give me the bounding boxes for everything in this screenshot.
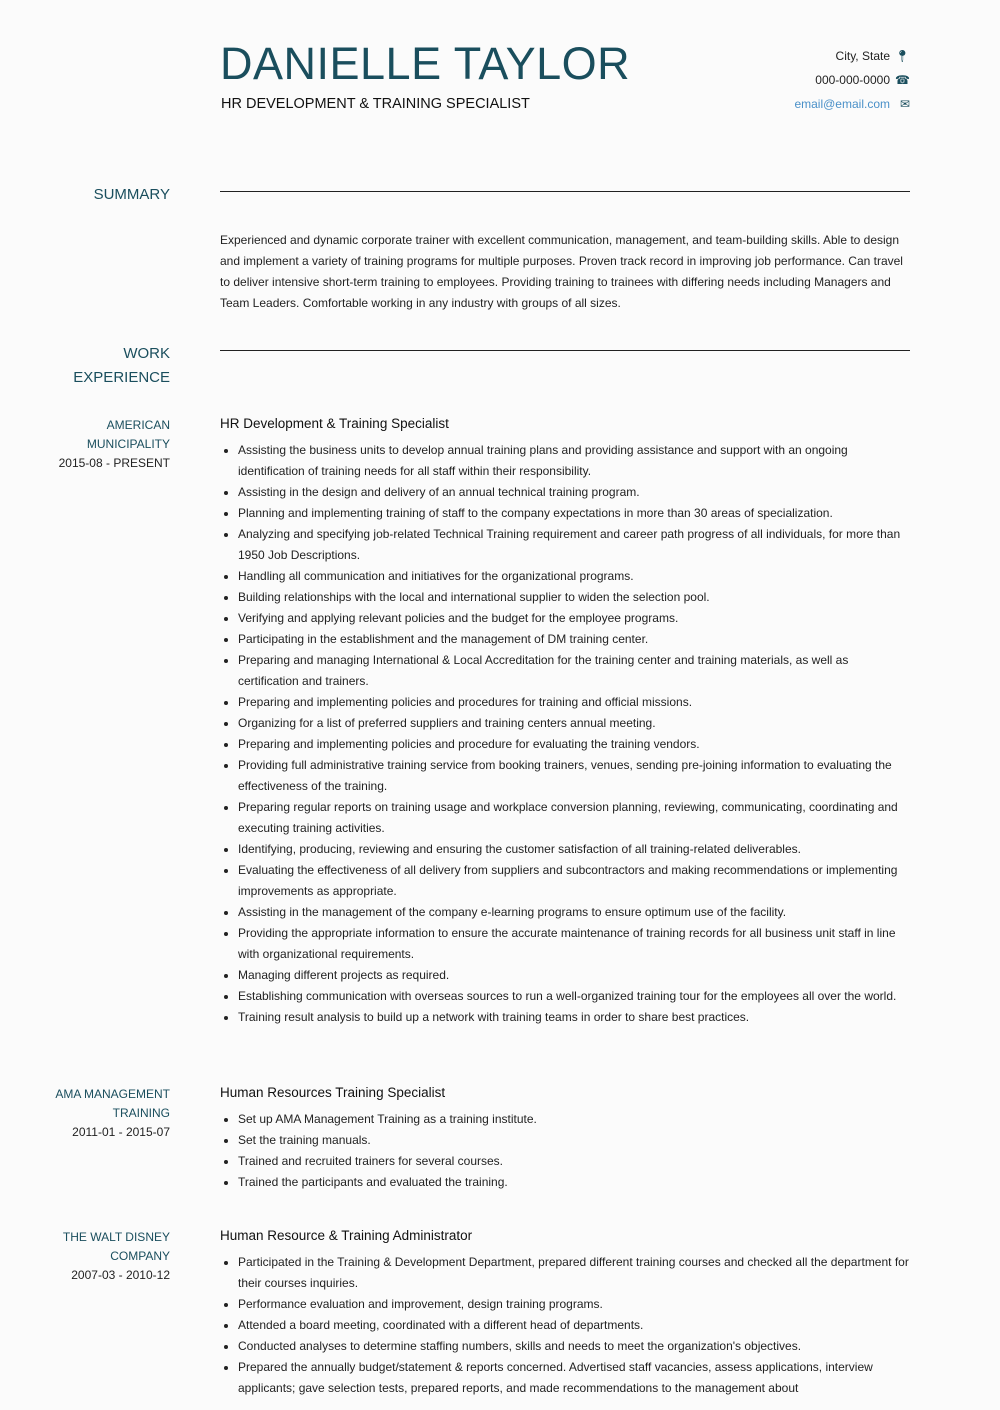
list-item: • Verifying and applying relevant policies and the budget for the employee programs.: [238, 608, 910, 629]
company-name: [10, 1085, 170, 1123]
list-item: • Assisting in the design and delivery of an annual technical training program.: [238, 482, 910, 503]
email-link[interactable]: email@email.com: [794, 97, 890, 111]
list-item: • Evaluating the effectiveness of all delivery from suppliers and subcontractors and making recommendations or implementing improvements as appropriate.: [238, 860, 910, 902]
list-item: • Providing the appropriate information to ensure the accurate maintenance of training records for all business unit staff in line with organizational requirements.: [238, 923, 910, 965]
contact-info: [794, 44, 910, 116]
job-dates: 2015-08 - PRESENT: [58, 456, 170, 470]
phone-icon: ☎︎: [895, 73, 910, 87]
company-name: [10, 416, 170, 454]
list-item: • Establishing communication with overseas sources to run a well-organized training tour for the employees all over the world.: [238, 986, 910, 1007]
job-dates: 2007-03 - 2010-12: [71, 1268, 170, 1282]
list-item: • Managing different projects as required.: [238, 965, 910, 986]
company-name: [10, 1228, 170, 1266]
responsibility-list: [220, 1109, 910, 1193]
experience-heading-line1: WORK: [123, 345, 170, 362]
company-line2: MUNICIPALITY: [86, 437, 170, 451]
envelope-icon: ✉︎: [899, 97, 910, 111]
candidate-name: DANIELLE TAYLOR: [220, 38, 631, 89]
summary-heading: SUMMARY: [93, 186, 170, 203]
email-row: [794, 92, 910, 116]
list-item: • Attended a board meeting, coordinated with a different head of departments.: [238, 1315, 910, 1336]
position-title: Human Resource & Training Administrator: [220, 1228, 473, 1243]
list-item: • Preparing and implementing policies and procedures for training and official missions.: [238, 692, 910, 713]
experience-heading: [30, 342, 170, 390]
map-pin-icon: 📍︎: [894, 49, 910, 63]
list-item: • Organizing for a list of preferred suppliers and training centers annual meeting.: [238, 713, 910, 734]
list-item: • Handling all communication and initiatives for the organizational programs.: [238, 566, 910, 587]
list-item: • Preparing and managing International & Local Accreditation for the training center and training materials, as well as certification and trainers.: [238, 650, 910, 692]
summary-text: Experienced and dynamic corporate trainer with excellent communication, management, and team-building skills. Able to design and implement a variety of training programs for multiple purposes. Proven track record in improving job performance. Can travel to deliver intensive short-term training to employees. Providing training to trainees with differing needs including Managers and Team Leaders. Comfortable working in any industry with groups of all sizes.: [220, 233, 903, 310]
summary-divider: [220, 191, 910, 192]
position-title: Human Resources Training Specialist: [220, 1085, 446, 1100]
list-item: • Preparing regular reports on training usage and workplace conversion planning, reviewing, communicating, coordinating and executing training activities.: [238, 797, 910, 839]
list-item: • Prepared the annually budget/statement & reports concerned. Advertised staff vacancies, assess applications, interview applicants; gave selection tests, prepared reports, and made recommendations to the management about: [238, 1357, 910, 1399]
list-item: • Participating in the establishment and the management of DM training center.: [238, 629, 910, 650]
job-meta: [10, 1228, 170, 1285]
location-text: City, State: [835, 49, 890, 63]
list-item: • Identifying, producing, reviewing and ensuring the customer satisfaction of all training-related deliverables.: [238, 839, 910, 860]
responsibility-list: [220, 440, 910, 1028]
experience-divider: [220, 350, 910, 351]
list-item: • Trained and recruited trainers for several courses.: [238, 1151, 910, 1172]
list-item: • Building relationships with the local and international supplier to widen the selection pool.: [238, 587, 910, 608]
company-line1: AMERICAN: [106, 418, 170, 432]
list-item: • Assisting the business units to develop annual training plans and providing assistance and support with an ongoing identification of training needs for all staff within their responsibility.: [238, 440, 910, 482]
job-dates: 2011-01 - 2015-07: [72, 1125, 170, 1139]
list-item: • Assisting in the management of the company e-learning programs to ensure optimum use of the facility.: [238, 902, 910, 923]
position-title: HR Development & Training Specialist: [220, 416, 449, 431]
list-item: • Set up AMA Management Training as a training institute.: [238, 1109, 910, 1130]
list-item: • Trained the participants and evaluated the training.: [238, 1172, 910, 1193]
company-line2: COMPANY: [110, 1249, 170, 1263]
company-line1: AMA MANAGEMENT: [55, 1087, 170, 1101]
location-row: [794, 44, 910, 68]
list-item: • Performance evaluation and improvement, design training programs.: [238, 1294, 910, 1315]
job-meta: [10, 416, 170, 473]
responsibility-list: [220, 1252, 910, 1399]
company-line1: THE WALT DISNEY: [62, 1230, 170, 1244]
job-meta: [10, 1085, 170, 1142]
list-item: • Planning and implementing training of staff to the company expectations in more than 30 areas of specialization.: [238, 503, 910, 524]
list-item: • Analyzing and specifying job-related Technical Training requirement and career path progress of all individuals, for more than 1950 Job Descriptions.: [238, 524, 910, 566]
list-item: • Participated in the Training & Development Department, prepared different training courses and checked all the department for their courses inquiries.: [238, 1252, 910, 1294]
company-line2: TRAINING: [112, 1106, 170, 1120]
list-item: • Conducted analyses to determine staffing numbers, skills and needs to meet the organization's objectives.: [238, 1336, 910, 1357]
list-item: • Set the training manuals.: [238, 1130, 910, 1151]
list-item: • Providing full administrative training service from booking trainers, venues, sending pre-joining information to evaluating the effectiveness of the training.: [238, 755, 910, 797]
phone-row: [794, 68, 910, 92]
phone-text: 000-000-0000: [815, 73, 890, 87]
job-title: HR DEVELOPMENT & TRAINING SPECIALIST: [221, 96, 530, 112]
list-item: • Training result analysis to build up a network with training teams in order to share best practices.: [238, 1007, 910, 1028]
experience-heading-line2: EXPERIENCE: [73, 369, 170, 386]
list-item: • Preparing and implementing policies and procedure for evaluating the training vendors.: [238, 734, 910, 755]
